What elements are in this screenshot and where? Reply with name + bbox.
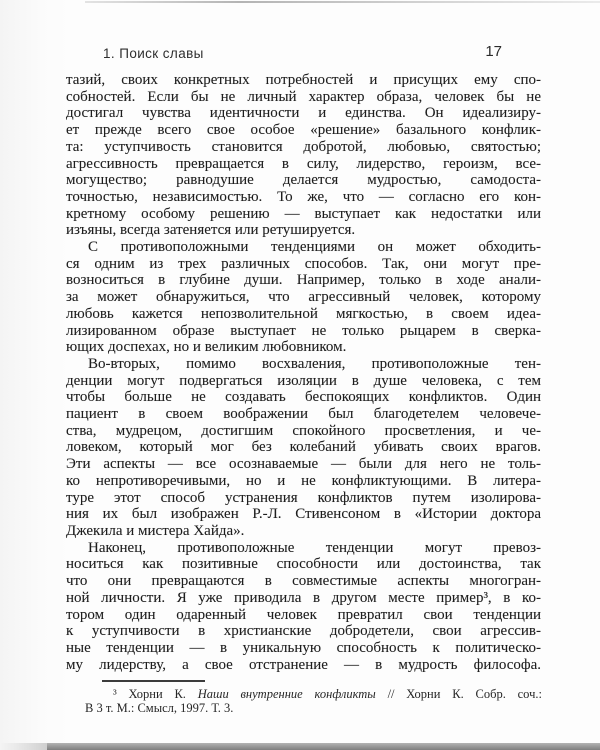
footnote-separator-rule xyxy=(102,680,205,682)
text-line: Наконец, противоположные тенденции могут превоз- xyxy=(88,539,541,556)
text-line: что они превращаются в совместимые аспекты многогран- xyxy=(66,573,541,590)
footnote xyxy=(85,688,542,716)
text-line: тазий, своих конкретных потребностей и присущих ему спо- xyxy=(66,72,541,88)
footnote-text-segment: ³ Хорни К. xyxy=(113,687,198,701)
text-line: чтобы больше не создавать беспокоящих конфликтов. Один xyxy=(66,389,541,406)
text-line: за может обнаружиться, что агрессивный человек, которому xyxy=(66,289,541,306)
text-line: туре этот способ устранения конфликтов путем изолирова- xyxy=(66,489,541,506)
footnote-text-segment: // Хорни К. Собр. соч.: xyxy=(375,687,542,701)
text-line: ния их был изображен Р.-Л. Стивенсоном в «Истории доктора xyxy=(66,506,541,523)
text-line: изъяны, всегда затеняется или ретушируется. xyxy=(66,222,356,239)
text-line: Эти аспекты — все осознаваемые — были для него не толь- xyxy=(66,456,541,473)
text-line: лизированном образе выступает не только рыцарем в сверка- xyxy=(66,322,541,339)
text-line: агрессивность превращается в силу, лидерство, героизм, все- xyxy=(66,155,541,172)
footnote-work-title: Наши внутренние конфликты xyxy=(197,687,376,701)
text-line: ющих доспехах, но и великим любовником. xyxy=(66,339,347,356)
text-line: любовь кажется непозволительной мягкостью, в своем идеа- xyxy=(66,305,541,322)
footnote-line-1 xyxy=(85,688,542,702)
text-line: ной личности. Я уже приводила в другом месте пример³, в ко- xyxy=(66,589,541,606)
body-text xyxy=(66,72,541,673)
running-title: 1. Поиск славы xyxy=(103,46,204,61)
text-line: достигал чувства идентичности и единства. Он идеализиру- xyxy=(66,105,541,122)
text-line: собностей. Если бы не личный характер образа, человек бы не xyxy=(66,88,541,105)
text-line: кретному особому решению — выступает как недостатки или xyxy=(66,205,541,222)
text-line: Во-вторых, помимо восхваления, противоположные тен- xyxy=(88,355,541,372)
text-line: ства, мудрецом, достигшим спокойного просветления, и че- xyxy=(66,422,541,439)
text-line: пациент в своем воображении был благодетелем человече- xyxy=(66,406,541,423)
text-line: ловеком, который мог без колебаний убивать своих врагов. xyxy=(66,439,541,456)
scan-bottom-edge-band xyxy=(47,743,600,750)
text-line: Джекила и мистера Хайда». xyxy=(66,522,245,539)
text-line: тором один одаренный человек превратил свои тенденции xyxy=(66,606,541,623)
text-line: ся одним из трех различных способов. Так, они могут пре- xyxy=(66,255,541,272)
text-line: му лидерству, а свое отстранение — в мудрость философа. xyxy=(66,656,541,673)
text-line: денции могут подвергаться изоляции в душе человека, с тем xyxy=(66,372,541,389)
page-number: 17 xyxy=(485,43,502,60)
text-line: возноситься в глубине души. Например, только в ходе анали- xyxy=(66,272,541,289)
text-line: носиться как позитивные способности или достоинства, так xyxy=(66,556,541,573)
scan-bottom-edge-fade xyxy=(0,743,47,750)
footnote-line-2: В 3 т. М.: Смысл, 1997. Т. 3. xyxy=(85,700,234,715)
text-line: ные тенденции — в уникальную способность к политическо- xyxy=(66,639,541,656)
text-line: точностью, независимостью. То же, что — согласно его кон- xyxy=(66,188,541,205)
text-line: ет прежде всего свое особое «решение» базального конфлик- xyxy=(66,122,541,139)
text-line: могущество; равнодушие делается мудростью, самодоста- xyxy=(66,172,541,189)
text-line: С противоположными тенденциями он может обходить- xyxy=(88,239,541,256)
scan-top-edge-line xyxy=(85,1,600,3)
text-line: та: уступчивость становится добротой, любовью, святостью; xyxy=(66,138,541,155)
text-line: к уступчивости в христианские добродетели, свои агрессив- xyxy=(66,623,541,640)
text-line: ко непротиворечивыми, но и не конфликтующими. В литера- xyxy=(66,472,541,489)
